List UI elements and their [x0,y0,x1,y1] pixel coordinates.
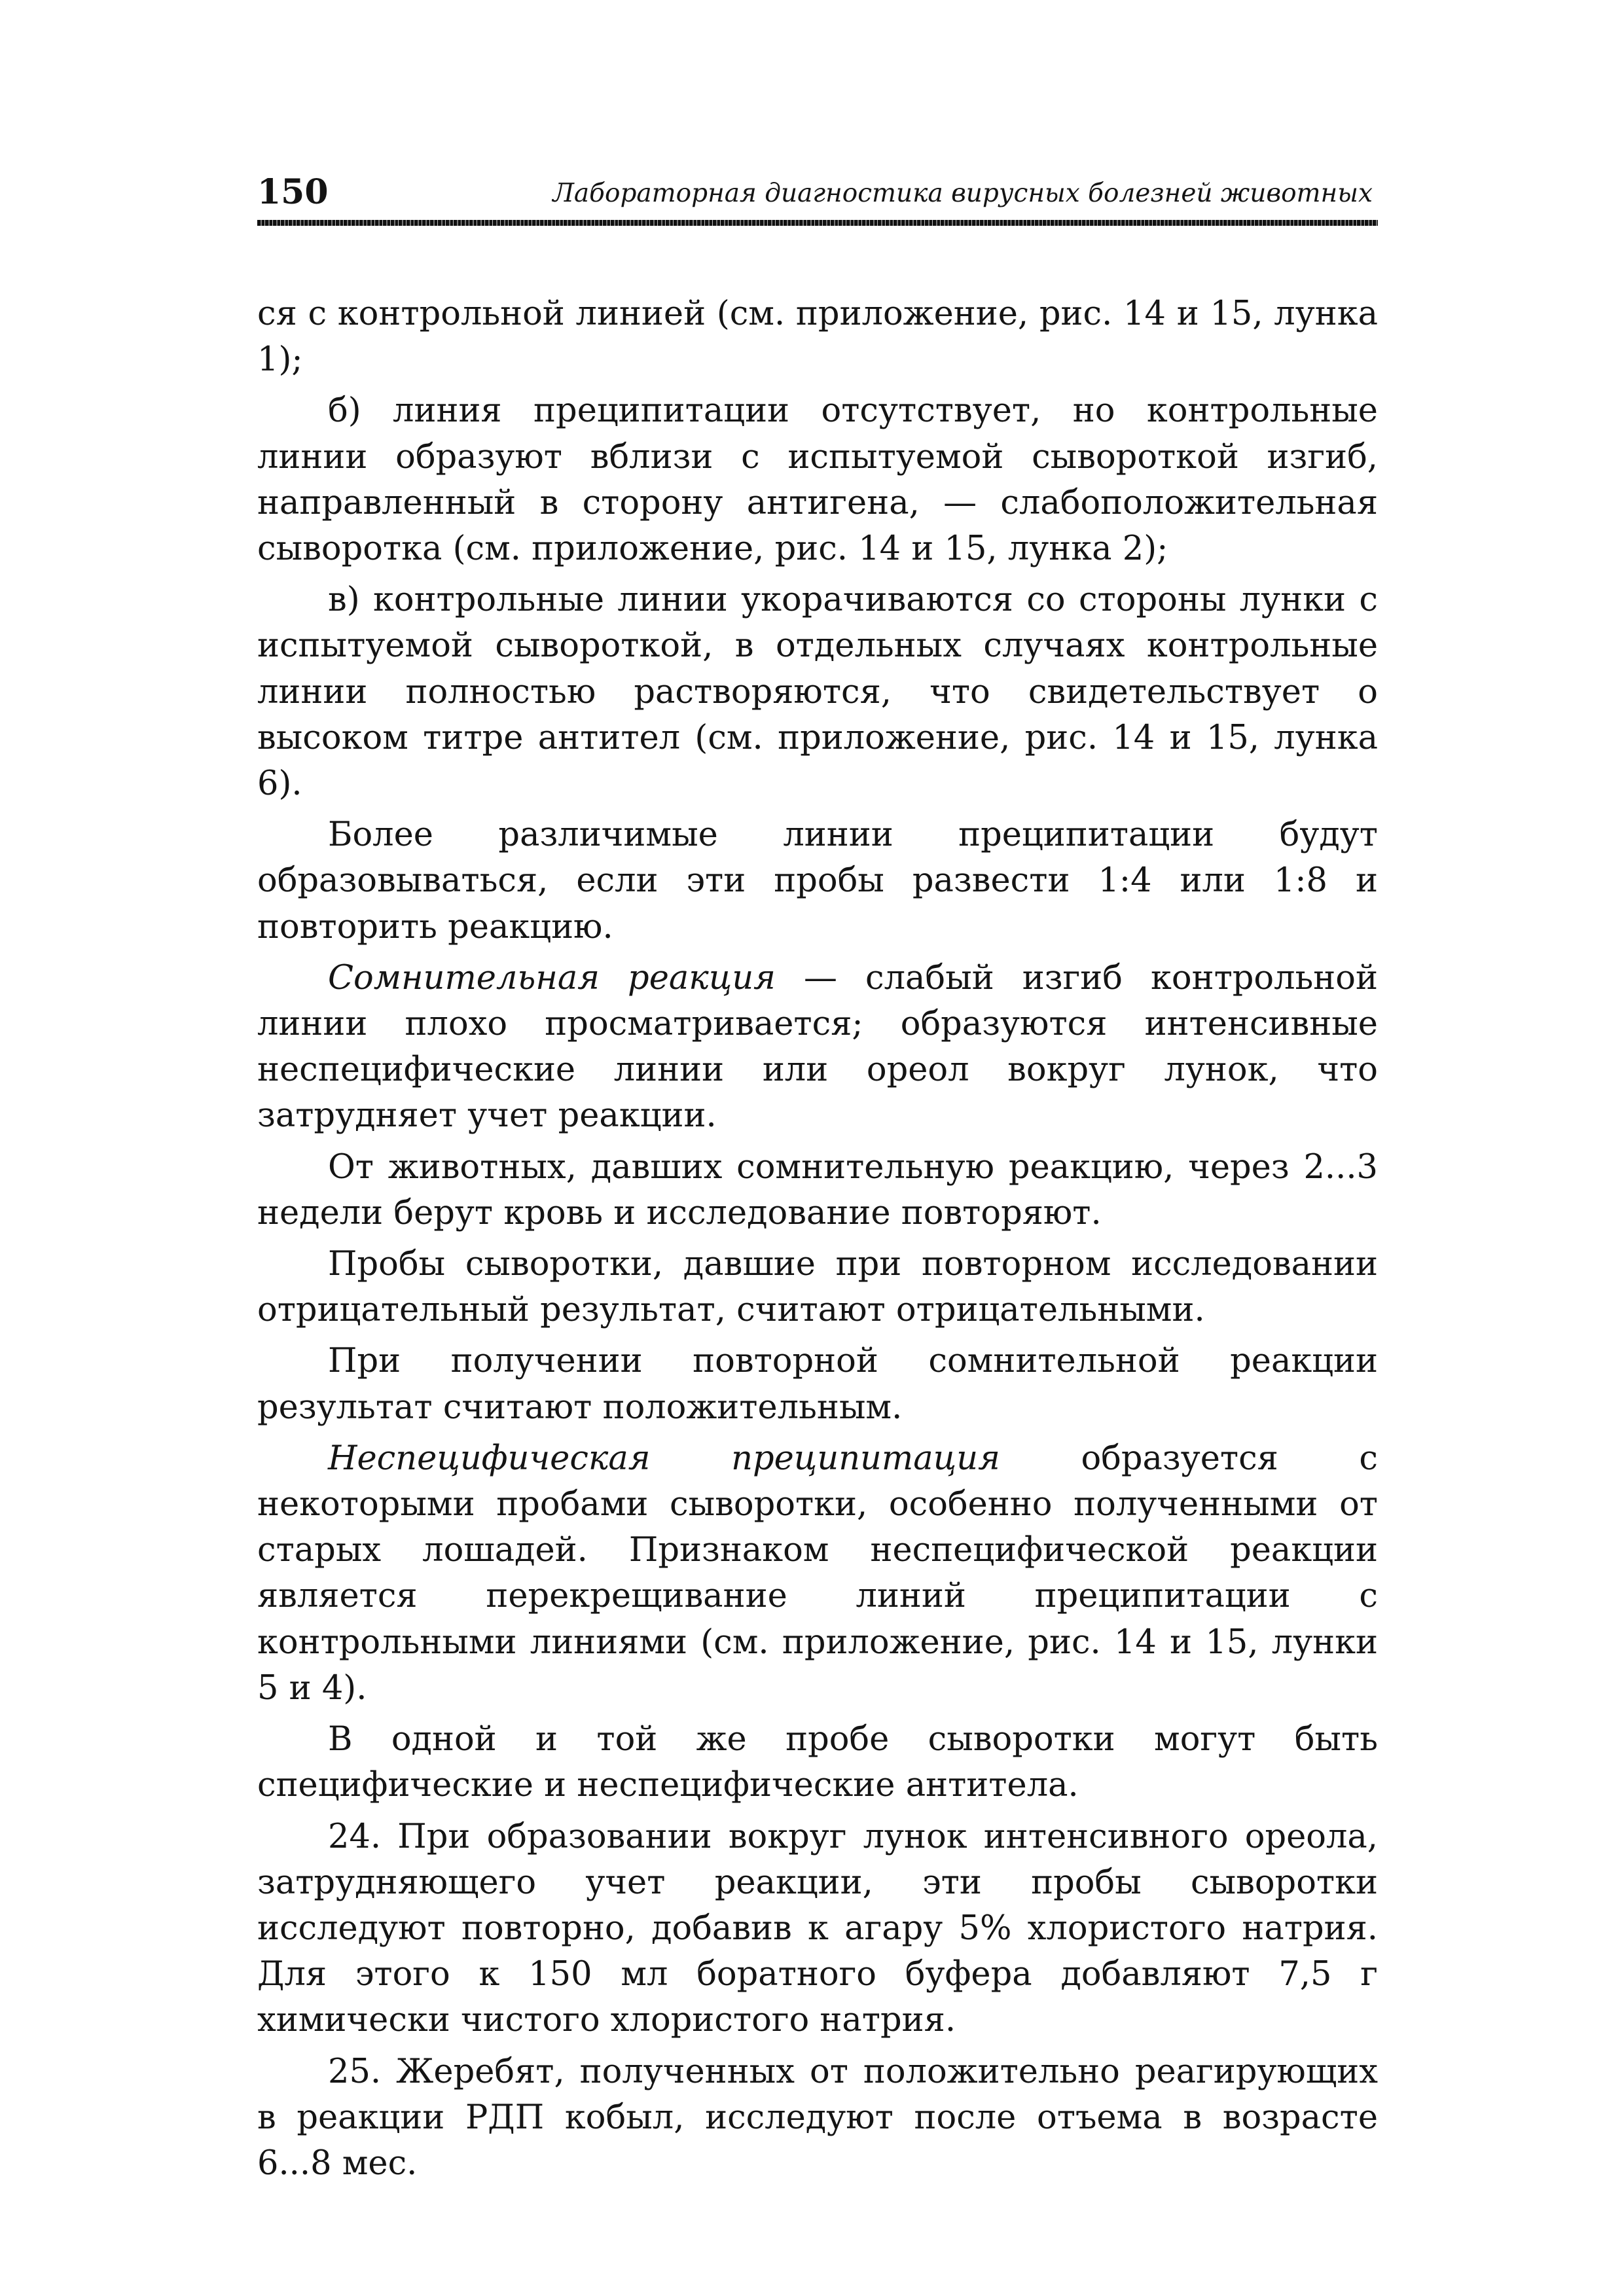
paragraph: При получении повторной сомнительной реакции результат считают положительным. [257,1342,1378,1427]
paragraph: 25. Жеребят, полученных от положительно реагирующих в реакции РДП кобыл, исследуют после отъема в возрасте 6...8 мес. [257,2052,1378,2183]
paragraph: в) контрольные линии укорачиваются со стороны лунки с испытуемой сывороткой, в отдельных случаях контрольные линии полностью растворяются, что свидетельствует о высоком титре антител (см. приложение, рис. 14 и 15, лунка 6). [257,581,1378,804]
running-title: Лабораторная диагностика вирусных болезней животных [552,179,1373,208]
paragraph: От животных, давших сомнительную реакцию, через 2...3 недели берут кровь и исследование повторяют. [257,1147,1378,1232]
italic-term: Неспецифическая преципитация [328,1439,1000,1478]
paragraph: б) линия преципитации отсутствует, но контрольные линии образуют вблизи с испытуемой сывороткой изгиб, направленный в сторону антигена, — слабоположительная сыворотка (см. приложение, рис. 14 и 15, лунка 2); [257,391,1378,569]
page-header [257,171,1378,224]
paragraph: ся с контрольной линией (см. приложение, рис. 14 и 15, лунка 1); [257,295,1378,380]
paragraph: Более различимые линии преципитации будут образовываться, если эти пробы развести 1:4 или 1:8 и повторить реакцию. [257,816,1378,946]
paragraph: Пробы сыворотки, давшие при повторном исследовании отрицательный результат, считают отрицательными. [257,1245,1378,1330]
page-number: 150 [257,172,329,212]
header-rule [257,220,1378,226]
paragraph: Неспецифическая преципитация образуется с некоторыми пробами сыворотки, особенно полученными от старых лошадей. Признаком неспецифической реакции является перекрещивание линий преципитации с контрольными линиями (см. приложение, рис. 14 и 15, лунки 5 и 4). [257,1439,1378,1708]
paragraph: Сомнительная реакция — слабый изгиб контрольной линии плохо просматривается; образуются интенсивные неспецифические линии или ореол вокруг лунок, что затрудняет учет реакции. [257,958,1378,1136]
italic-term: Сомнительная реакция [328,958,776,997]
paragraph: 24. При образовании вокруг лунок интенсивного ореола, затрудняющего учет реакции, эти пробы сыворотки исследуют повторно, добавив к агару 5% хлористого натрия. Для этого к 150 мл боратного буфера добавляют 7,5 г химически чистого хлористого натрия. [257,1817,1378,2040]
body-text [257,291,1378,2192]
paragraph: В одной и той же пробе сыворотки могут быть специфические и неспецифические антитела. [257,1720,1378,1805]
